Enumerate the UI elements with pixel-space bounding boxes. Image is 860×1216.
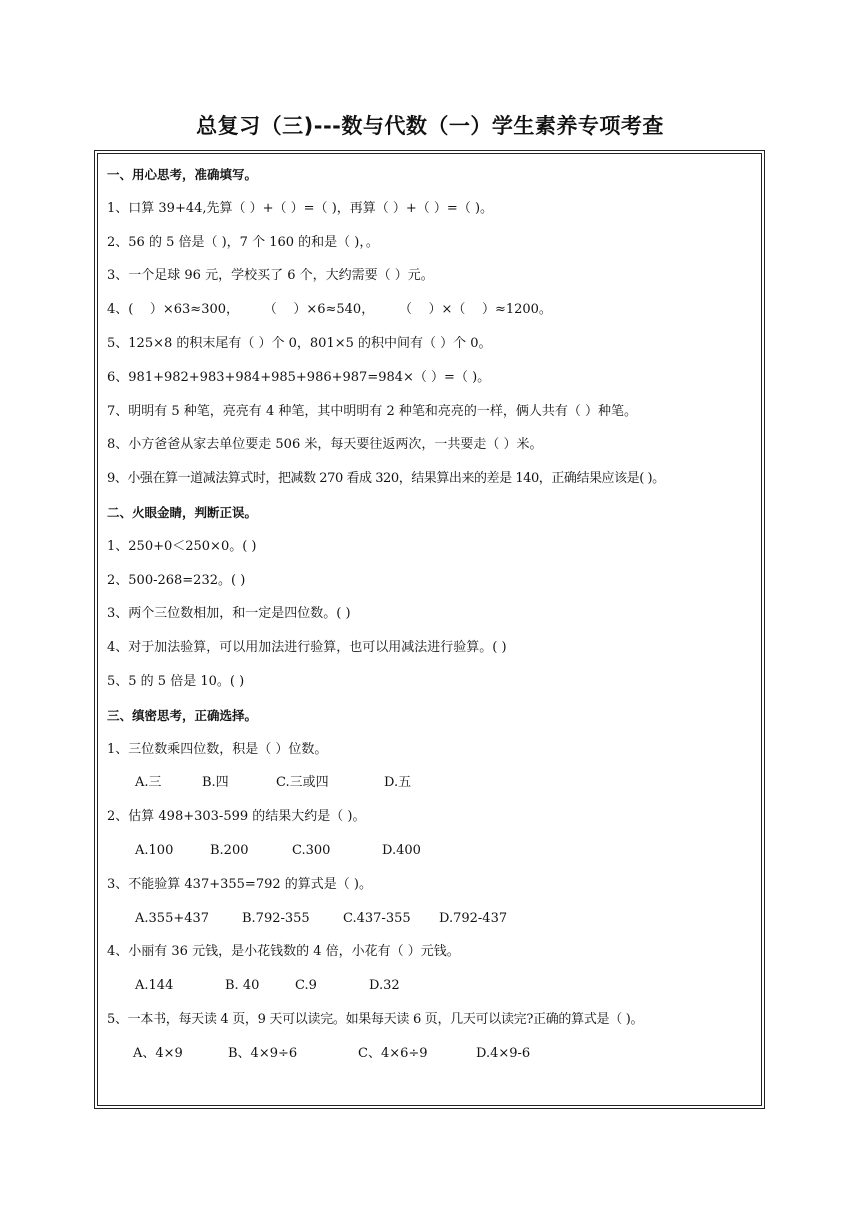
choice-options-1 — [107, 766, 761, 800]
fill-in-question-2: 2、56 的 5 倍是（ )，7 个 160 的和是（ )，。 — [107, 234, 379, 250]
choice-options-4 — [107, 969, 761, 1003]
option-b: B.200 — [210, 842, 249, 858]
true-false-question-2: 2、500-268=232。( ) — [107, 572, 246, 588]
option-d: D.792-437 — [439, 910, 508, 926]
worksheet-content — [97, 153, 762, 1106]
choice-question-3: 3、不能验算 437+355=792 的算式是（ )。 — [107, 876, 372, 892]
true-false-question-4: 4、对于加法验算，可以用加法进行验算，也可以用减法进行验算。( ) — [107, 640, 507, 656]
fill-in-question-6: 6、981+982+983+984+985+986+987=984×（ ）=（ )。 — [107, 369, 491, 385]
option-d: D.400 — [382, 842, 421, 858]
choice-options-2 — [107, 834, 761, 868]
option-a: A.三 — [135, 775, 162, 791]
choice-options-3 — [107, 902, 761, 936]
section-heading-true-false: 二、火眼金睛，判断正误。 — [107, 504, 258, 520]
section-heading-multiple-choice: 三、缜密思考，正确选择。 — [107, 707, 258, 723]
option-c: C、4×6÷9 — [358, 1045, 428, 1061]
choice-question-5: 5、一本书，每天读 4 页，9 天可以读完。如果每天读 6 页，几天可以读完?正确的算式是（ )。 — [107, 1011, 644, 1027]
option-b: B.四 — [202, 775, 229, 791]
true-false-question-3: 3、两个三位数相加，和一定是四位数。( ) — [107, 606, 351, 622]
page-title: 总复习（三)---数与代数（一）学生素养专项考查 — [196, 114, 664, 138]
fill-in-question-3: 3、一个足球 96 元，学校买了 6 个，大约需要（ ）元。 — [107, 268, 434, 284]
fill-in-question-7: 7、明明有 5 种笔，亮亮有 4 种笔，其中明明有 2 种笔和亮亮的一样，俩人共有（ ）种笔。 — [107, 403, 638, 419]
true-false-question-5: 5、5 的 5 倍是 10。( ) — [107, 673, 245, 689]
fill-in-question-9: 9、小强在算一道减法算式时，把减数 270 看成 320，结果算出来的差是 140，正确结果应该是( )。 — [107, 471, 665, 487]
choice-question-1: 1、三位数乘四位数，积是（ ）位数。 — [107, 741, 328, 757]
section-heading-fill-in: 一、用心思考，准确填写。 — [107, 167, 258, 182]
option-d: D.32 — [369, 978, 400, 994]
option-b: B.792-355 — [242, 910, 310, 926]
choice-question-2: 2、估算 498+303-599 的结果大约是（ )。 — [107, 809, 366, 825]
option-a: A.144 — [135, 978, 174, 994]
option-c: C.437-355 — [343, 910, 411, 926]
option-b: B. 40 — [225, 978, 260, 994]
option-d: D.五 — [384, 775, 412, 791]
choice-options-5 — [107, 1037, 761, 1071]
fill-in-question-5: 5、125×8 的积末尾有（ ）个 0，801×5 的积中间有（ ）个 0。 — [107, 335, 492, 351]
worksheet-frame — [94, 150, 765, 1109]
option-b: B、4×9÷6 — [228, 1045, 298, 1061]
fill-in-question-4: 4、( ）×63≈300， （ ）×6≈540， （ ）×（ ）≈1200。 — [107, 302, 552, 318]
option-c: C.300 — [292, 842, 331, 858]
option-c: C.9 — [295, 978, 317, 994]
option-a: A.355+437 — [135, 910, 210, 926]
option-c: C.三或四 — [276, 775, 329, 791]
true-false-question-1: 1、250+0＜250×0。( ) — [107, 538, 257, 554]
option-d: D.4×9-6 — [476, 1045, 531, 1061]
option-a: A.100 — [135, 842, 174, 858]
fill-in-question-8: 8、小方爸爸从家去单位要走 506 米，每天要往返两次，一共要走（ ）米。 — [107, 437, 543, 453]
option-a: A、4×9 — [133, 1045, 183, 1061]
fill-in-question-1: 1、口算 39+44,先算（ ）+（ ）=（ )，再算（ ）+（ ）=（ )。 — [107, 200, 494, 216]
choice-question-4: 4、小丽有 36 元钱，是小花钱数的 4 倍，小花有（ ）元钱。 — [107, 944, 460, 960]
